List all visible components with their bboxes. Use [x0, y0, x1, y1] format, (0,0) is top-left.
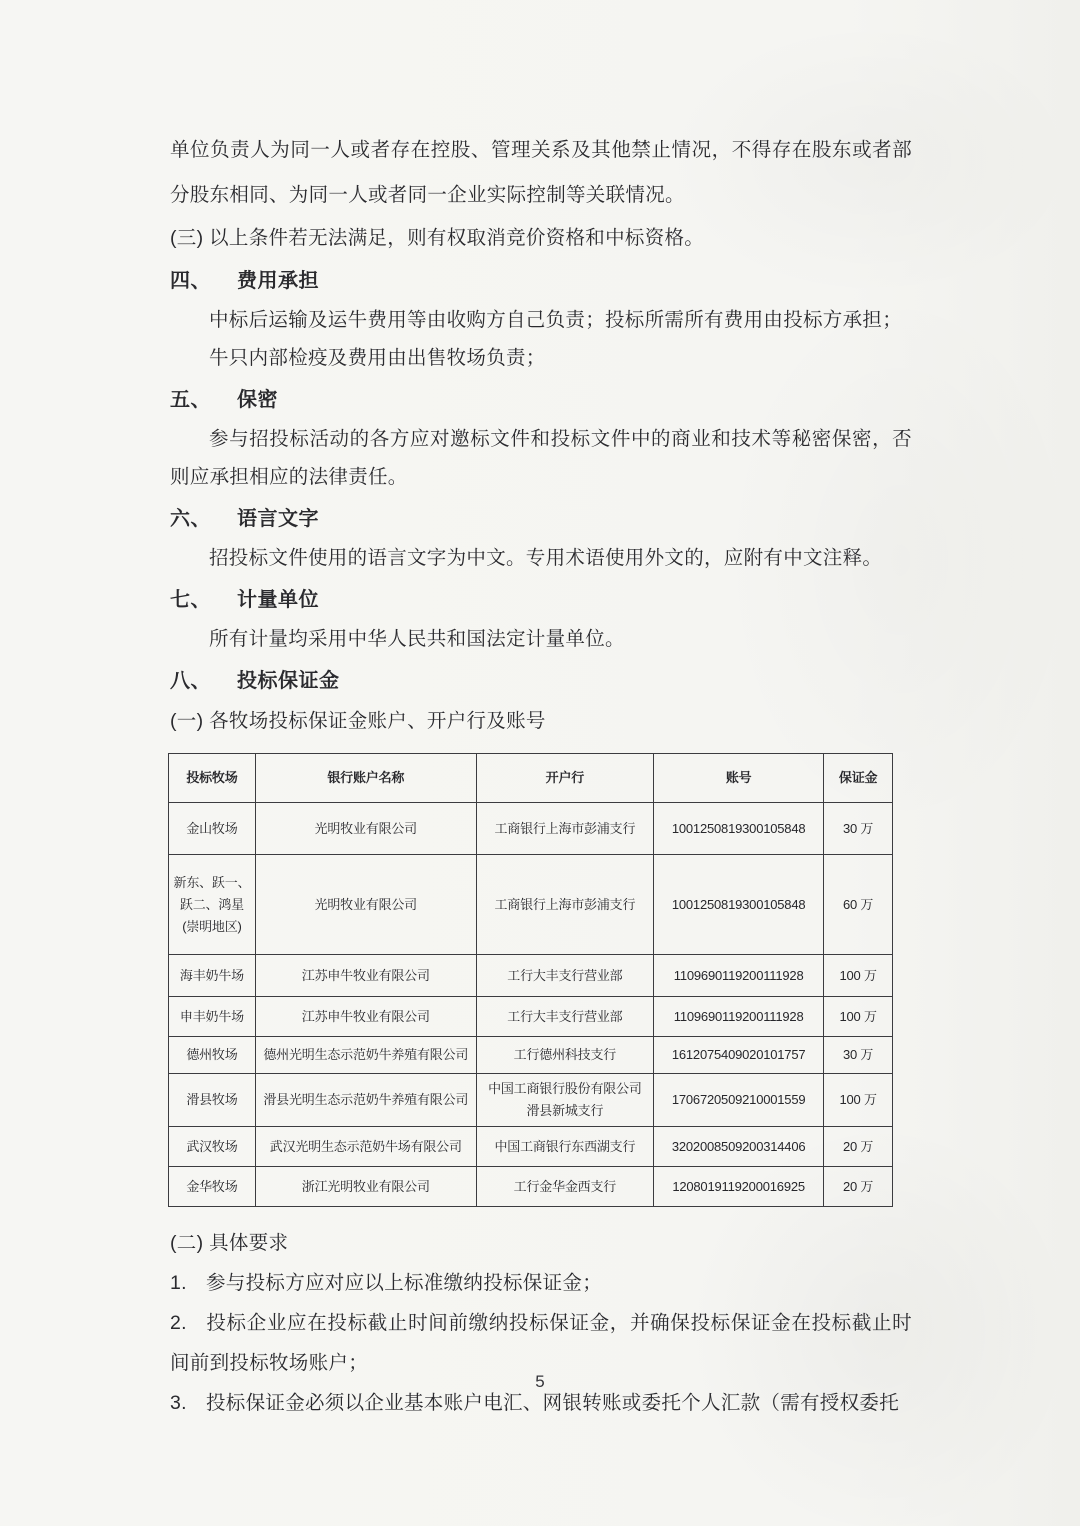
section-number: 七、: [170, 589, 211, 611]
intro-paragraph: 单位负责人为同一人或者存在控股、管理关系及其他禁止情况，不得存在股东或者部分股东相同、为同一人或者同一企业实际控制等关联情况。: [170, 139, 912, 206]
table-cell: 武汉牧场: [169, 1127, 256, 1167]
table-header-cell: 账号: [654, 754, 824, 803]
requirement-marker: 3.: [170, 1392, 187, 1414]
section-heading-language: [170, 499, 912, 539]
table-row: [169, 1037, 893, 1074]
table-cell: 江苏申牛牧业有限公司: [255, 997, 476, 1037]
section-title: 保密: [237, 389, 278, 411]
section-heading-units: [170, 580, 912, 620]
section-number: 六、: [170, 508, 211, 530]
table-cell: 武汉光明生态示范奶牛场有限公司: [255, 1127, 476, 1167]
section-heading-deposit: [170, 661, 912, 701]
table-row: [169, 1074, 893, 1127]
table-cell: 30 万: [824, 803, 893, 855]
table-cell: 金华牧场: [169, 1167, 256, 1207]
table-row: [169, 855, 893, 955]
table-cell: 1706720509210001559: [654, 1074, 824, 1127]
section-title: 计量单位: [237, 589, 319, 611]
units-paragraph: 所有计量均采用中华人民共和国法定计量单位。: [209, 628, 625, 650]
table-cell: 光明牧业有限公司: [255, 803, 476, 855]
section-heading-confidentiality: [170, 380, 912, 420]
table-cell: 3202008509200314406: [654, 1127, 824, 1167]
table-cell: 100 万: [824, 955, 893, 997]
table-cell: 20 万: [824, 1167, 893, 1207]
table-cell: 1109690119200111928: [654, 997, 824, 1037]
deposit-sublabel-1: (一) 各牧场投标保证金账户、开户行及账号: [170, 710, 546, 732]
table-header-row: [169, 754, 893, 803]
section-number: 八、: [170, 670, 211, 692]
table-row: [169, 955, 893, 997]
table-cell: 德州牧场: [169, 1037, 256, 1074]
table-cell: 工商银行上海市彭浦支行: [476, 855, 653, 955]
deposit-table-body: [169, 803, 893, 1207]
table-row: [169, 1127, 893, 1167]
table-cell: 中国工商银行东西湖支行: [476, 1127, 653, 1167]
requirement-text: 投标保证金必须以企业基本账户电汇、网银转账或委托个人汇款（需有授权委托: [206, 1392, 900, 1414]
table-header-cell: 银行账户名称: [255, 754, 476, 803]
table-cell: 60 万: [824, 855, 893, 955]
table-row: [169, 1167, 893, 1207]
table-row: [169, 803, 893, 855]
table-cell: 光明牧业有限公司: [255, 855, 476, 955]
deposit-sublabel-2: (二) 具体要求: [170, 1232, 289, 1254]
table-cell: 海丰奶牛场: [169, 955, 256, 997]
table-row: [169, 997, 893, 1037]
table-cell: 中国工商银行股份有限公司滑县新城支行: [476, 1074, 653, 1127]
table-cell: 江苏申牛牧业有限公司: [255, 955, 476, 997]
section-title: 投标保证金: [237, 670, 340, 692]
page-content: [170, 128, 912, 1423]
requirement-marker: 2.: [170, 1312, 187, 1334]
table-cell: 工行大丰支行营业部: [476, 997, 653, 1037]
section-title: 语言文字: [237, 508, 319, 530]
table-cell: 金山牧场: [169, 803, 256, 855]
section-title: 费用承担: [237, 270, 319, 292]
section-heading-fee: [170, 261, 912, 301]
requirement-item-1: [170, 1263, 912, 1303]
table-cell: 申丰奶牛场: [169, 997, 256, 1037]
language-paragraph: 招投标文件使用的语言文字为中文。专用术语使用外文的，应附有中文注释。: [209, 547, 883, 569]
table-header-cell: 保证金: [824, 754, 893, 803]
table-cell: 工行金华金西支行: [476, 1167, 653, 1207]
table-cell: 德州光明生态示范奶牛养殖有限公司: [255, 1037, 476, 1074]
table-cell: 1208019119200016925: [654, 1167, 824, 1207]
table-cell: 工行大丰支行营业部: [476, 955, 653, 997]
table-cell: 1612075409020101757: [654, 1037, 824, 1074]
table-cell: 1001250819300105848: [654, 803, 824, 855]
deposit-account-table: [168, 753, 893, 1207]
confidentiality-paragraph: 参与招投标活动的各方应对邀标文件和投标文件中的商业和技术等秘密保密，否则应承担相应的法律责任。: [170, 428, 912, 488]
fee-paragraph-1: 中标后运输及运牛费用等由收购方自己负责；投标所需所有费用由投标方承担；: [209, 309, 903, 331]
fee-paragraph-2: 牛只内部检疫及费用由出售牧场负责；: [209, 347, 546, 369]
requirement-marker: 1.: [170, 1272, 187, 1294]
table-cell: 工商银行上海市彭浦支行: [476, 803, 653, 855]
table-cell: 20 万: [824, 1127, 893, 1167]
table-cell: 100 万: [824, 1074, 893, 1127]
table-cell: 1001250819300105848: [654, 855, 824, 955]
table-cell: 1109690119200111928: [654, 955, 824, 997]
requirement-text: 参与投标方应对应以上标准缴纳投标保证金；: [206, 1272, 603, 1294]
condition-item-3: (三) 以上条件若无法满足，则有权取消竞价资格和中标资格。: [170, 227, 705, 249]
table-cell: 新东、跃一、跃二、鸿星 (崇明地区): [169, 855, 256, 955]
table-cell: 滑县牧场: [169, 1074, 256, 1127]
table-cell: 滑县光明生态示范奶牛养殖有限公司: [255, 1074, 476, 1127]
table-header-cell: 开户行: [476, 754, 653, 803]
requirement-text: 投标企业应在投标截止时间前缴纳投标保证金，并确保投标保证金在投标截止时间前到投标牧场账户；: [170, 1312, 912, 1374]
table-cell: 100 万: [824, 997, 893, 1037]
table-cell: 30 万: [824, 1037, 893, 1074]
table-header-cell: 投标牧场: [169, 754, 256, 803]
section-number: 五、: [170, 389, 211, 411]
page-number: 5: [535, 1372, 545, 1391]
table-cell: 浙江光明牧业有限公司: [255, 1167, 476, 1207]
section-number: 四、: [170, 270, 211, 292]
table-cell: 工行德州科技支行: [476, 1037, 653, 1074]
requirement-item-2: [170, 1303, 912, 1383]
